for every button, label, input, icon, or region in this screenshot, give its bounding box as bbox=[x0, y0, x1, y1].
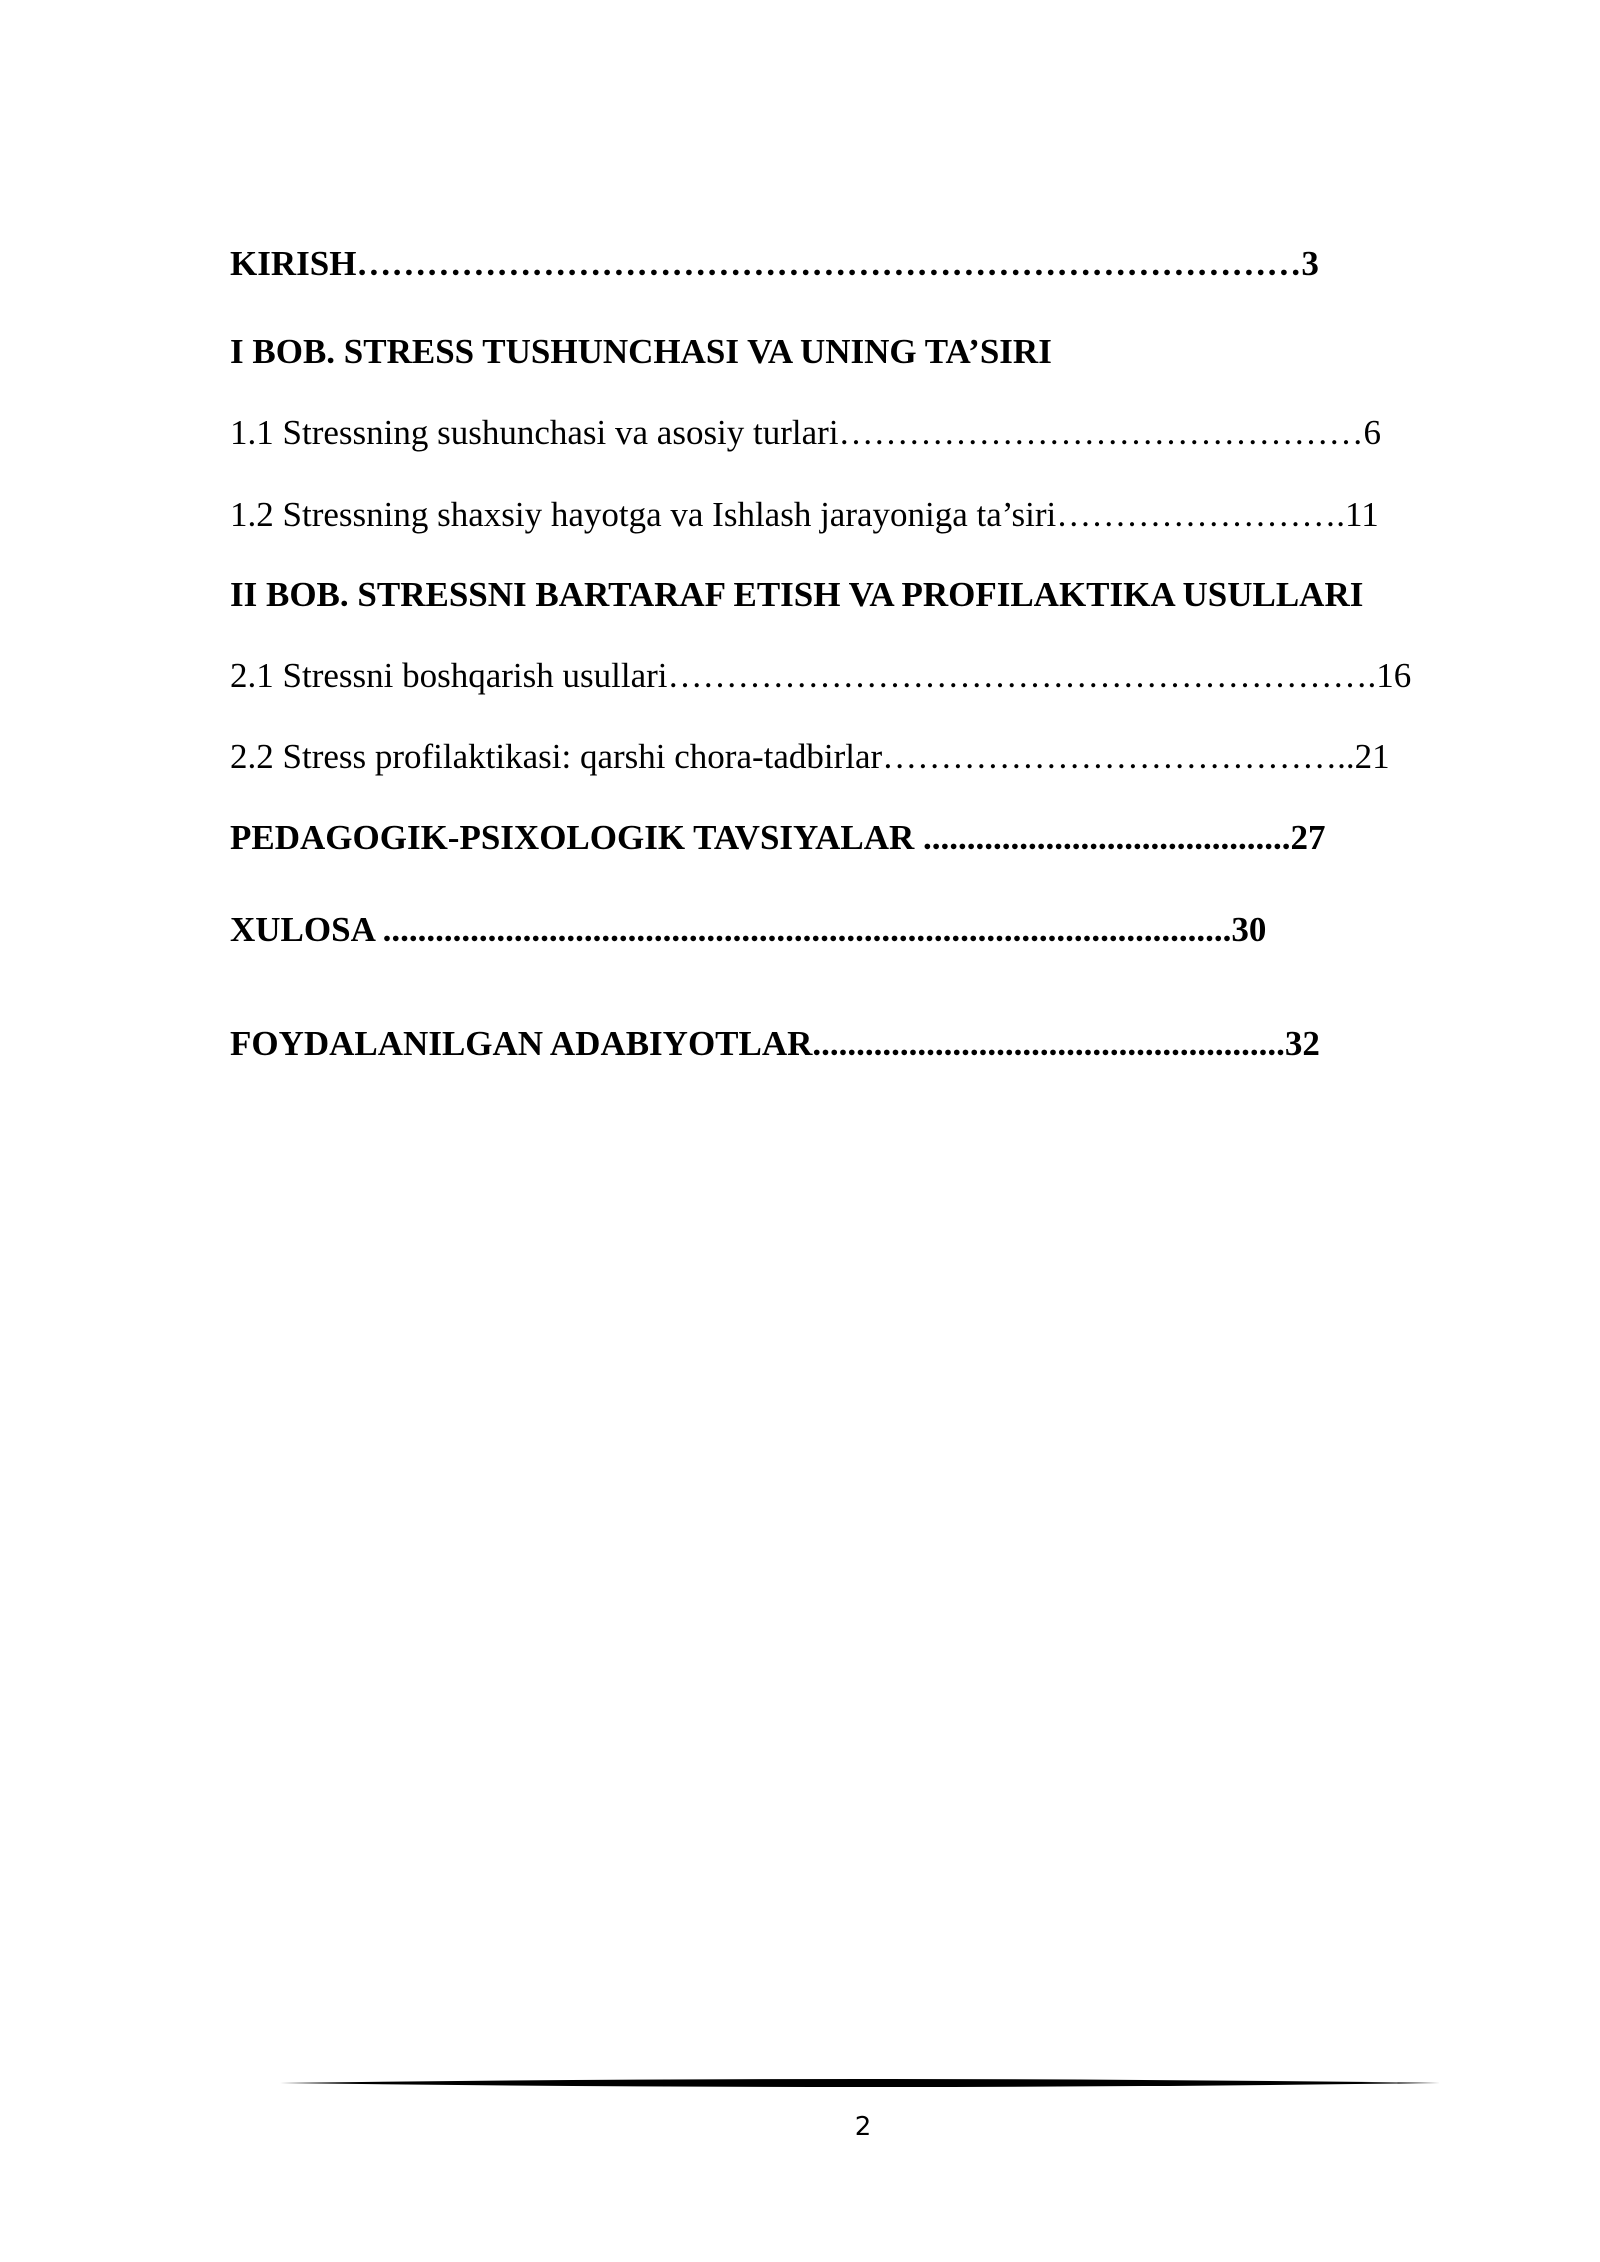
toc-entry-2-2: 2.2 Stress profilaktikasi: qarshi chora-tadbirlar…………………………………..21 bbox=[230, 737, 1390, 776]
page-number: 2 bbox=[854, 2112, 872, 2142]
toc-entry-foydalanilgan: FOYDALANILGAN ADABIYOTLAR......................................................32 bbox=[230, 1024, 1320, 1063]
footer-divider bbox=[280, 2076, 1440, 2090]
toc-entry-2-1: 2.1 Stressni boshqarish usullari…………………………………………………….16 bbox=[230, 656, 1412, 695]
toc-heading-chapter-2: II BOB. STRESSNI BARTARAF ETISH VA PROFILAKTIKA USULLARI bbox=[230, 575, 1364, 614]
toc-entry-1-1: 1.1 Stressning sushunchasi va asosiy turlari………………………………………6 bbox=[230, 413, 1382, 452]
toc-entry-xulosa: XULOSA .................................................................................................30 bbox=[230, 910, 1267, 949]
toc-entry-pedagogik: PEDAGOGIK-PSIXOLOGIK TAVSIYALAR ..........................................27 bbox=[230, 818, 1326, 857]
toc-heading-chapter-1: I BOB. STRESS TUSHUNCHASI VA UNING TA’SIRI bbox=[230, 332, 1052, 371]
toc-entry-kirish: KIRISH………………………………………………………………………3 bbox=[230, 244, 1319, 283]
toc-entry-1-2: 1.2 Stressning shaxsiy hayotga va Ishlash jarayoniga ta’siri…………………….11 bbox=[230, 495, 1379, 534]
